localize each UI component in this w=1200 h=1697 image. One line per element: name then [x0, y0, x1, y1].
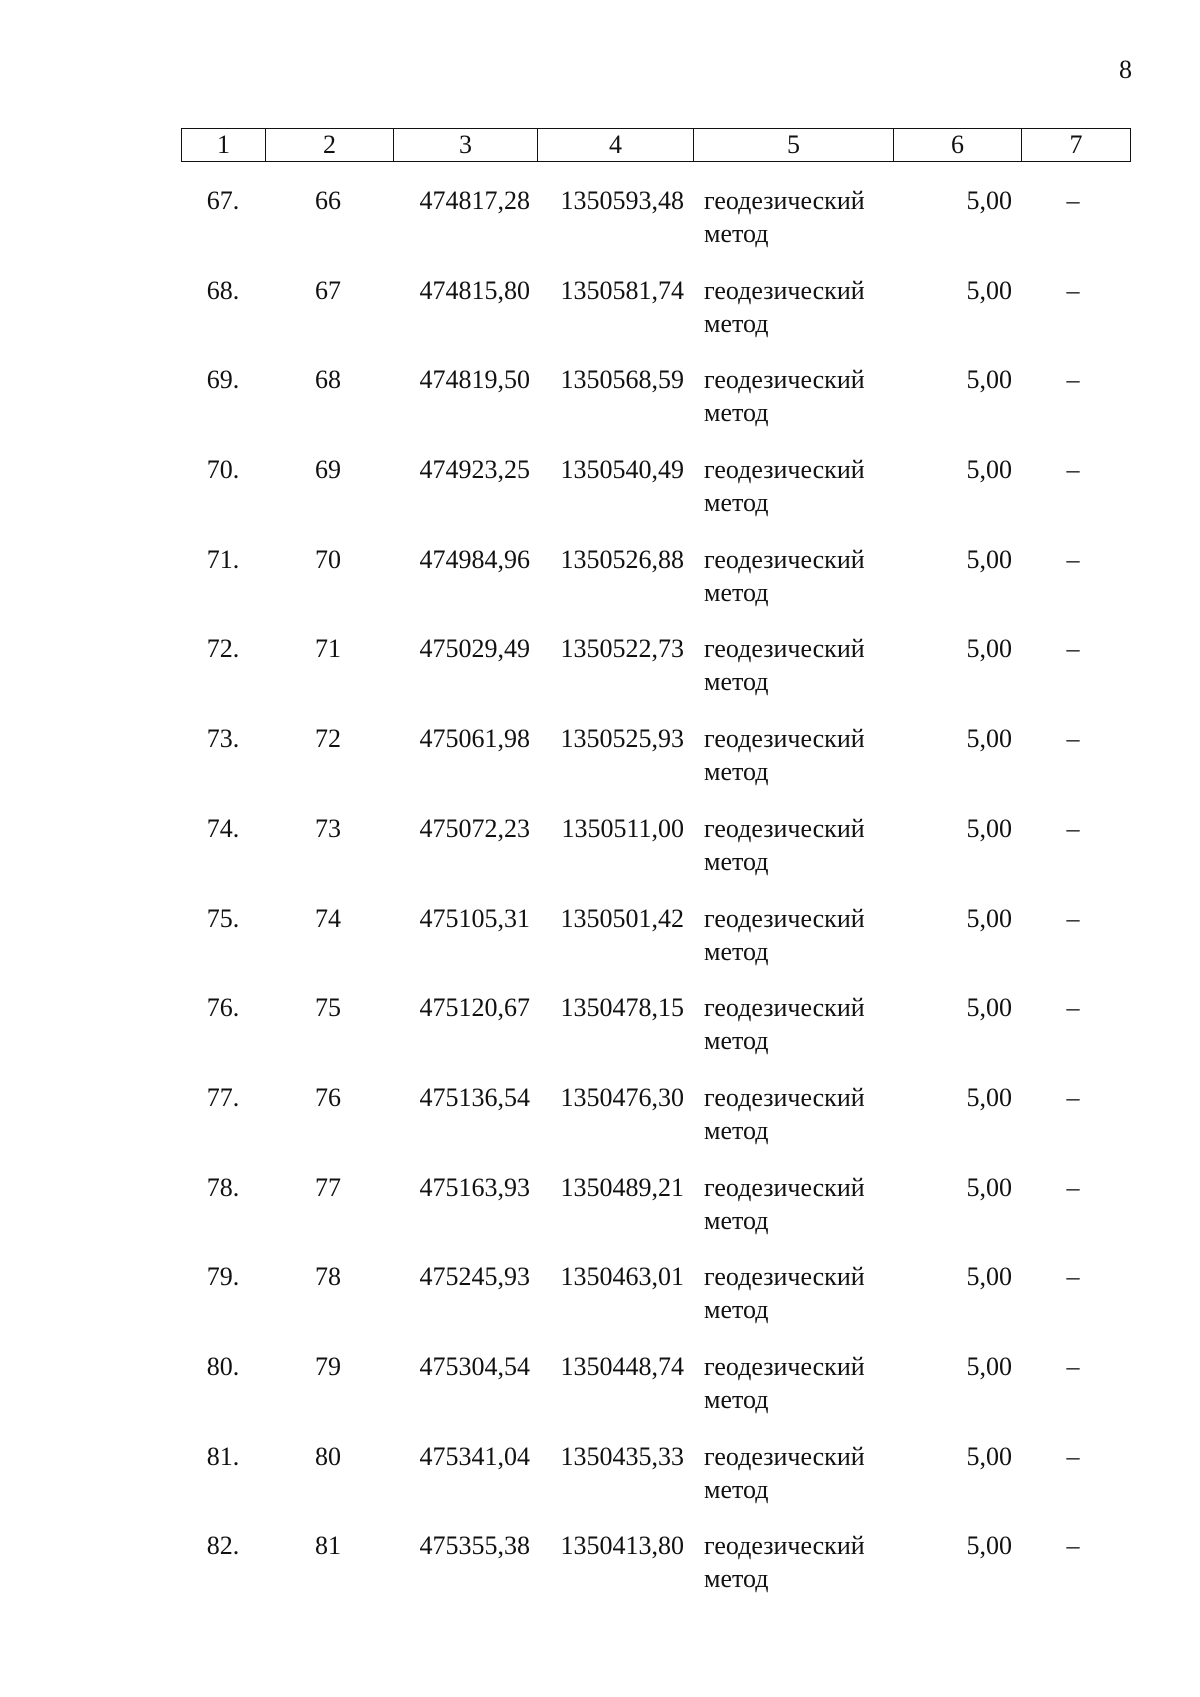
table-row: [0, 1077, 1200, 1167]
page-number: 8: [1119, 55, 1132, 84]
point-number: 81: [315, 1531, 341, 1561]
accuracy: 5,00: [966, 1351, 1012, 1381]
accuracy: 5,00: [966, 993, 1012, 1023]
method-line-1: геодезический: [704, 1082, 865, 1112]
table-row: [0, 1256, 1200, 1346]
row-number: 79.: [206, 1262, 240, 1292]
accuracy: 5,00: [966, 724, 1012, 754]
row-number: 68.: [206, 275, 240, 305]
method-line-1: геодезический: [704, 455, 865, 485]
accuracy: 5,00: [966, 1441, 1012, 1471]
row-number: 78.: [206, 1172, 240, 1202]
note: –: [1066, 365, 1080, 395]
method-line-1: геодезический: [704, 544, 865, 574]
note: –: [1066, 634, 1080, 664]
row-number: 76.: [206, 993, 240, 1023]
point-number: 76: [315, 1082, 341, 1112]
x-coordinate: 475341,04: [419, 1441, 530, 1471]
y-coordinate: 1350522,73: [560, 634, 684, 664]
method-line-2: метод: [704, 577, 769, 607]
y-coordinate: 1350463,01: [560, 1262, 684, 1292]
note: –: [1066, 1262, 1080, 1292]
accuracy: 5,00: [966, 455, 1012, 485]
row-number: 74.: [206, 813, 240, 843]
x-coordinate: 475072,23: [419, 813, 530, 843]
y-coordinate: 1350593,48: [560, 186, 684, 215]
row-number: 80.: [206, 1351, 240, 1381]
method-line-2: метод: [704, 1205, 769, 1235]
x-coordinate: 474984,96: [419, 544, 530, 574]
method-line-1: геодезический: [704, 1351, 865, 1381]
table-row: [0, 449, 1200, 539]
header-cell-4: 4: [538, 129, 694, 161]
y-coordinate: 1350581,74: [560, 275, 684, 305]
note: –: [1066, 544, 1080, 574]
method-line-1: геодезический: [704, 1531, 865, 1561]
accuracy: 5,00: [966, 1082, 1012, 1112]
point-number: 79: [315, 1351, 341, 1381]
table-row: [0, 987, 1200, 1077]
method-line-2: метод: [704, 398, 769, 428]
row-number: 67.: [206, 186, 240, 215]
table-row: [0, 1525, 1200, 1615]
accuracy: 5,00: [966, 813, 1012, 843]
method-line-1: геодезический: [704, 1441, 865, 1471]
table-row: [0, 898, 1200, 988]
note: –: [1066, 1082, 1080, 1112]
y-coordinate: 1350448,74: [560, 1351, 684, 1381]
x-coordinate: 475304,54: [419, 1351, 530, 1381]
note: –: [1066, 1531, 1080, 1561]
point-number: 70: [315, 544, 341, 574]
x-coordinate: 474923,25: [419, 455, 530, 485]
method-line-1: геодезический: [704, 903, 865, 933]
method: [704, 1260, 904, 1326]
method-line-1: геодезический: [704, 724, 865, 754]
y-coordinate: 1350568,59: [560, 365, 684, 395]
row-number: 82.: [206, 1531, 240, 1561]
y-coordinate: 1350478,15: [560, 993, 684, 1023]
note: –: [1066, 813, 1080, 843]
method-line-2: метод: [704, 308, 769, 338]
method: [704, 184, 904, 250]
table-header: [181, 128, 1131, 162]
table-row: [0, 270, 1200, 360]
method: [704, 1171, 904, 1237]
method-line-2: метод: [704, 1474, 769, 1504]
table-row: [0, 808, 1200, 898]
row-number: 77.: [206, 1082, 240, 1112]
y-coordinate: 1350435,33: [560, 1441, 684, 1471]
table-row: [0, 1436, 1200, 1526]
note: –: [1066, 275, 1080, 305]
row-number: 70.: [206, 455, 240, 485]
point-number: 68: [315, 365, 341, 395]
method: [704, 632, 904, 698]
table-row: [0, 628, 1200, 718]
accuracy: 5,00: [966, 1172, 1012, 1202]
header-cell-6: 6: [894, 129, 1022, 161]
row-number: 69.: [206, 365, 240, 395]
accuracy: 5,00: [966, 544, 1012, 574]
y-coordinate: 1350525,93: [560, 724, 684, 754]
method: [704, 991, 904, 1057]
point-number: 71: [315, 634, 341, 664]
row-number: 71.: [206, 544, 240, 574]
point-number: 78: [315, 1262, 341, 1292]
table-row: [0, 1346, 1200, 1436]
x-coordinate: 475355,38: [419, 1531, 530, 1561]
accuracy: 5,00: [966, 1531, 1012, 1561]
method-line-1: геодезический: [704, 365, 865, 395]
header-cell-2: 2: [266, 129, 394, 161]
method-line-2: метод: [704, 1026, 769, 1056]
x-coordinate: 474815,80: [419, 275, 530, 305]
note: –: [1066, 1172, 1080, 1202]
y-coordinate: 1350489,21: [560, 1172, 684, 1202]
method: [704, 1081, 904, 1147]
note: –: [1066, 186, 1080, 215]
x-coordinate: 475029,49: [419, 634, 530, 664]
row-number: 72.: [206, 634, 240, 664]
x-coordinate: 475105,31: [419, 903, 530, 933]
header-cell-5: 5: [694, 129, 894, 161]
method: [704, 812, 904, 878]
method-line-2: метод: [704, 488, 769, 518]
table-row: [0, 1167, 1200, 1257]
method-line-1: геодезический: [704, 634, 865, 664]
method-line-2: метод: [704, 757, 769, 787]
method-line-2: метод: [704, 1384, 769, 1414]
y-coordinate: 1350511,00: [561, 813, 684, 843]
x-coordinate: 475136,54: [419, 1082, 530, 1112]
method: [704, 1440, 904, 1506]
header-cell-1: 1: [182, 129, 266, 161]
method-line-2: метод: [704, 1564, 769, 1594]
x-coordinate: 474819,50: [419, 365, 530, 395]
header-cell-7: 7: [1069, 130, 1083, 159]
point-number: 73: [315, 813, 341, 843]
accuracy: 5,00: [966, 186, 1012, 215]
method-line-1: геодезический: [704, 1172, 865, 1202]
note: –: [1066, 1351, 1080, 1381]
point-number: 75: [315, 993, 341, 1023]
y-coordinate: 1350413,80: [560, 1531, 684, 1561]
note: –: [1066, 903, 1080, 933]
table-row: [0, 539, 1200, 629]
y-coordinate: 1350526,88: [560, 544, 684, 574]
accuracy: 5,00: [966, 275, 1012, 305]
point-number: 80: [315, 1441, 341, 1471]
method: [704, 274, 904, 340]
method: [704, 902, 904, 968]
point-number: 67: [315, 275, 341, 305]
method: [704, 722, 904, 788]
method: [704, 453, 904, 519]
note: –: [1066, 724, 1080, 754]
method-line-2: метод: [704, 667, 769, 697]
y-coordinate: 1350476,30: [560, 1082, 684, 1112]
note: –: [1066, 1441, 1080, 1471]
x-coordinate: 475163,93: [419, 1172, 530, 1202]
method-line-1: геодезический: [704, 813, 865, 843]
method: [704, 363, 904, 429]
note: –: [1066, 455, 1080, 485]
accuracy: 5,00: [966, 634, 1012, 664]
method: [704, 1529, 904, 1595]
accuracy: 5,00: [966, 365, 1012, 395]
method-line-1: геодезический: [704, 275, 865, 305]
row-number: 73.: [206, 724, 240, 754]
table-row: [0, 180, 1200, 270]
note: –: [1066, 993, 1080, 1023]
method-line-1: геодезический: [704, 993, 865, 1023]
method-line-2: метод: [704, 846, 769, 876]
y-coordinate: 1350501,42: [560, 903, 684, 933]
point-number: 74: [315, 903, 341, 933]
table-row: [0, 718, 1200, 808]
y-coordinate: 1350540,49: [560, 455, 684, 485]
point-number: 66: [315, 186, 341, 215]
accuracy: 5,00: [966, 903, 1012, 933]
x-coordinate: 474817,28: [419, 186, 530, 215]
method-line-2: метод: [704, 936, 769, 966]
row-number: 81.: [206, 1441, 240, 1471]
method-line-1: геодезический: [704, 186, 865, 215]
table-body: [0, 180, 1200, 1615]
method: [704, 543, 904, 609]
x-coordinate: 475120,67: [419, 993, 530, 1023]
header-cell-3: 3: [394, 129, 538, 161]
method-line-2: метод: [704, 219, 769, 248]
accuracy: 5,00: [966, 1262, 1012, 1292]
x-coordinate: 475245,93: [419, 1262, 530, 1292]
point-number: 69: [315, 455, 341, 485]
x-coordinate: 475061,98: [419, 724, 530, 754]
method-line-2: метод: [704, 1295, 769, 1325]
point-number: 77: [315, 1172, 341, 1202]
table-row: [0, 359, 1200, 449]
method-line-2: метод: [704, 1115, 769, 1145]
point-number: 72: [315, 724, 341, 754]
row-number: 75.: [206, 903, 240, 933]
method: [704, 1350, 904, 1416]
method-line-1: геодезический: [704, 1262, 865, 1292]
